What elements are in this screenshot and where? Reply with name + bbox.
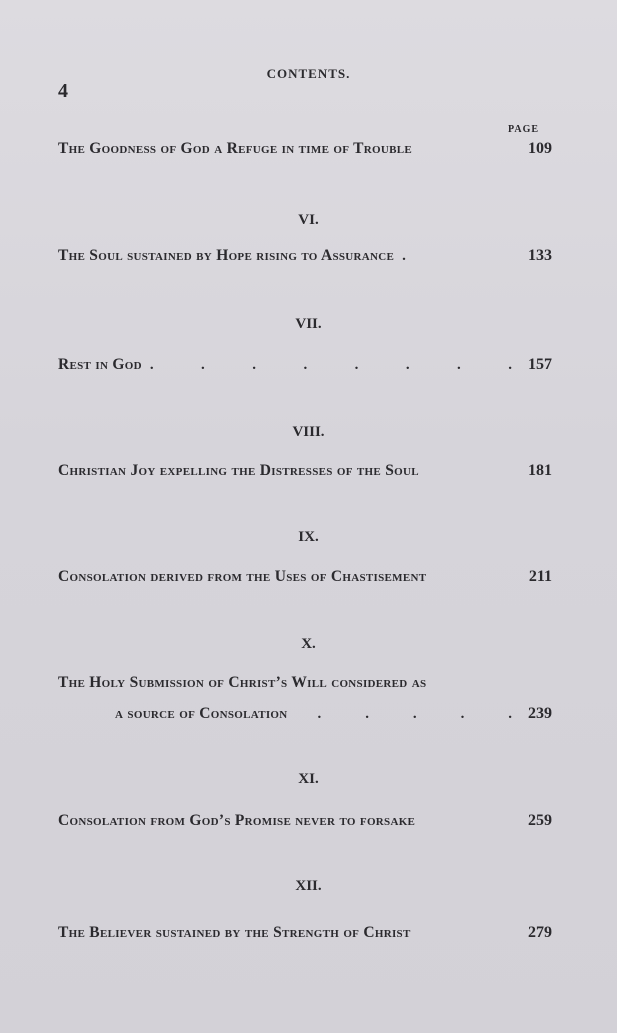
section-numeral: XII. [295,878,322,894]
entry-title: The Soul sustained by Hope rising to Assurance [58,247,395,264]
section-numeral: IX. [298,529,319,545]
entry-title-line-1: The Holy Submission of Christ’s Will considered as [58,674,427,691]
toc-entry[interactable] [58,462,552,480]
toc-entry[interactable] [58,356,552,374]
page-number: 4 [58,80,68,102]
entry-title: Consolation from God’s Promise never to forsake [58,812,416,829]
entry-page-number: 279 [528,924,552,941]
entry-page-number: 133 [528,247,552,264]
toc-entry[interactable] [58,140,552,158]
section-numeral: X. [301,636,316,652]
entry-page-number: 181 [528,462,552,479]
section-numeral: XI. [298,771,319,787]
entry-title: Consolation derived from the Uses of Chastisement [58,568,427,585]
entry-page-number: 259 [528,812,552,829]
page-column-label: PAGE [508,124,540,135]
toc-entry[interactable] [58,812,552,830]
dot-leader: . . . . . . . . [149,357,512,373]
entry-page-number: 109 [528,140,552,157]
section-numeral: VIII. [292,424,325,440]
entry-title: Rest in God [58,356,142,373]
dot-leader: . [402,248,406,264]
toc-entry[interactable] [58,924,552,942]
toc-entry[interactable] [58,247,552,265]
entry-title: The Goodness of God a Refuge in time of Trouble [58,140,413,157]
entry-page-number: 239 [528,705,552,722]
entry-title-line-2: a source of Consolation [115,705,288,722]
entry-page-number: 157 [528,356,552,373]
entry-page-number: 211 [528,568,552,585]
toc-entry-continuation[interactable] [115,705,552,723]
section-numeral: VII. [295,316,322,332]
toc-entry[interactable] [58,674,552,692]
entry-title: The Believer sustained by the Strength of Christ [58,924,411,941]
toc-entry[interactable] [58,568,552,586]
dot-leader: . . . . . [317,706,512,722]
running-title: CONTENTS. [266,66,351,81]
section-numeral: VI. [298,212,319,228]
entry-title: Christian Joy expelling the Distresses of the Soul [58,462,419,479]
